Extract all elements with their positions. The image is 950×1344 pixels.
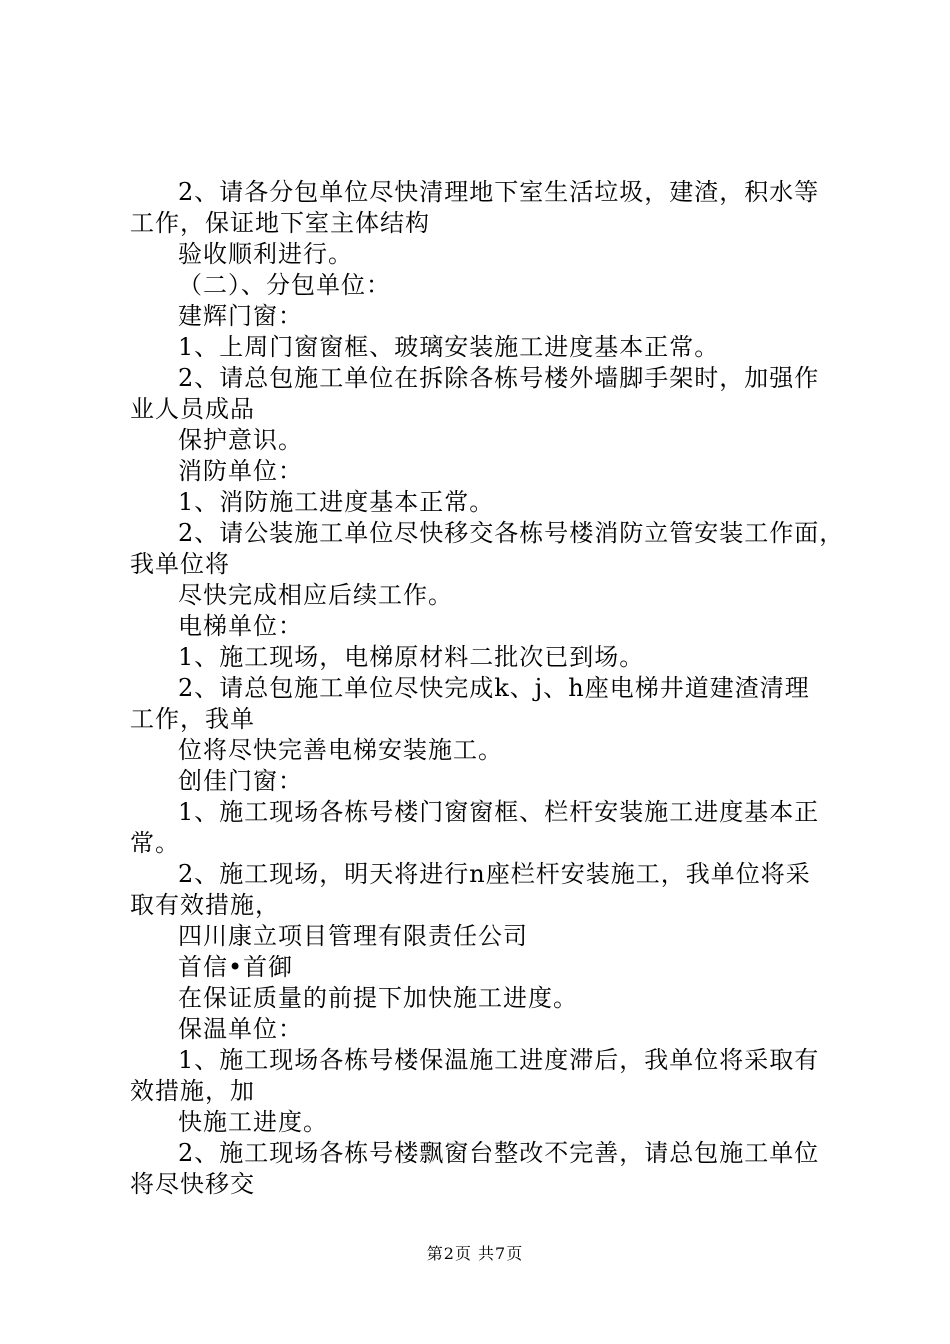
subsection-heading: 保温单位： xyxy=(178,1015,303,1043)
paragraph-line: 2、施工现场，明天将进行n座栏杆安装施工，我单位将采 xyxy=(178,860,811,888)
page-number-footer: 第2页 共7页 xyxy=(426,1244,524,1263)
paragraph-line: 1、施工现场各栋号楼门窗窗框、栏杆安装施工进度基本正 xyxy=(178,798,820,826)
subsection-heading: 消防单位： xyxy=(178,457,303,485)
paragraph-line: 工作，我单 xyxy=(130,705,255,733)
paragraph-line: 工作，保证地下室主体结构 xyxy=(130,209,430,237)
paragraph-line: 取有效措施， xyxy=(130,891,280,919)
paragraph-line: 2、请公装施工单位尽快移交各栋号楼消防立管安装工作面， xyxy=(178,519,845,547)
paragraph-line: 1、上周门窗窗框、玻璃安装施工进度基本正常。 xyxy=(178,333,720,361)
paragraph-line: 2、请各分包单位尽快清理地下室生活垃圾，建渣，积水等 xyxy=(178,178,820,206)
paragraph-line: 常。 xyxy=(130,829,180,857)
paragraph-line: 保护意识。 xyxy=(178,426,303,454)
paragraph-line: 将尽快移交 xyxy=(130,1170,255,1198)
paragraph-line: 2、请总包施工单位尽快完成k、j、h座电梯井道建渣清理 xyxy=(178,674,810,702)
paragraph-line: 位将尽快完善电梯安装施工。 xyxy=(178,736,503,764)
paragraph-line: 我单位将 xyxy=(130,550,230,578)
paragraph-line: 2、请总包施工单位在拆除各栋号楼外墙脚手架时，加强作 xyxy=(178,364,820,392)
paragraph-line: 2、施工现场各栋号楼飘窗台整改不完善，请总包施工单位 xyxy=(178,1139,820,1167)
paragraph-line: 在保证质量的前提下加快施工进度。 xyxy=(178,984,578,1012)
section-heading: （二）、分包单位： xyxy=(178,271,391,299)
paragraph-line: 快施工进度。 xyxy=(178,1108,328,1136)
paragraph-line: 效措施，加 xyxy=(130,1077,255,1105)
paragraph-line: 1、消防施工进度基本正常。 xyxy=(178,488,495,516)
paragraph-line: 验收顺利进行。 xyxy=(178,240,353,268)
paragraph-line: 1、施工现场各栋号楼保温施工进度滞后，我单位将采取有 xyxy=(178,1046,820,1074)
paragraph-line: 尽快完成相应后续工作。 xyxy=(178,581,453,609)
paragraph-line: 1、施工现场，电梯原材料二批次已到场。 xyxy=(178,643,645,671)
subsection-heading: 创佳门窗： xyxy=(178,767,303,795)
project-line: 首信•首御 xyxy=(178,953,294,981)
company-line: 四川康立项目管理有限责任公司 xyxy=(178,922,528,950)
subsection-heading: 建辉门窗： xyxy=(178,302,303,330)
paragraph-line: 业人员成品 xyxy=(130,395,255,423)
subsection-heading: 电梯单位： xyxy=(178,612,303,640)
